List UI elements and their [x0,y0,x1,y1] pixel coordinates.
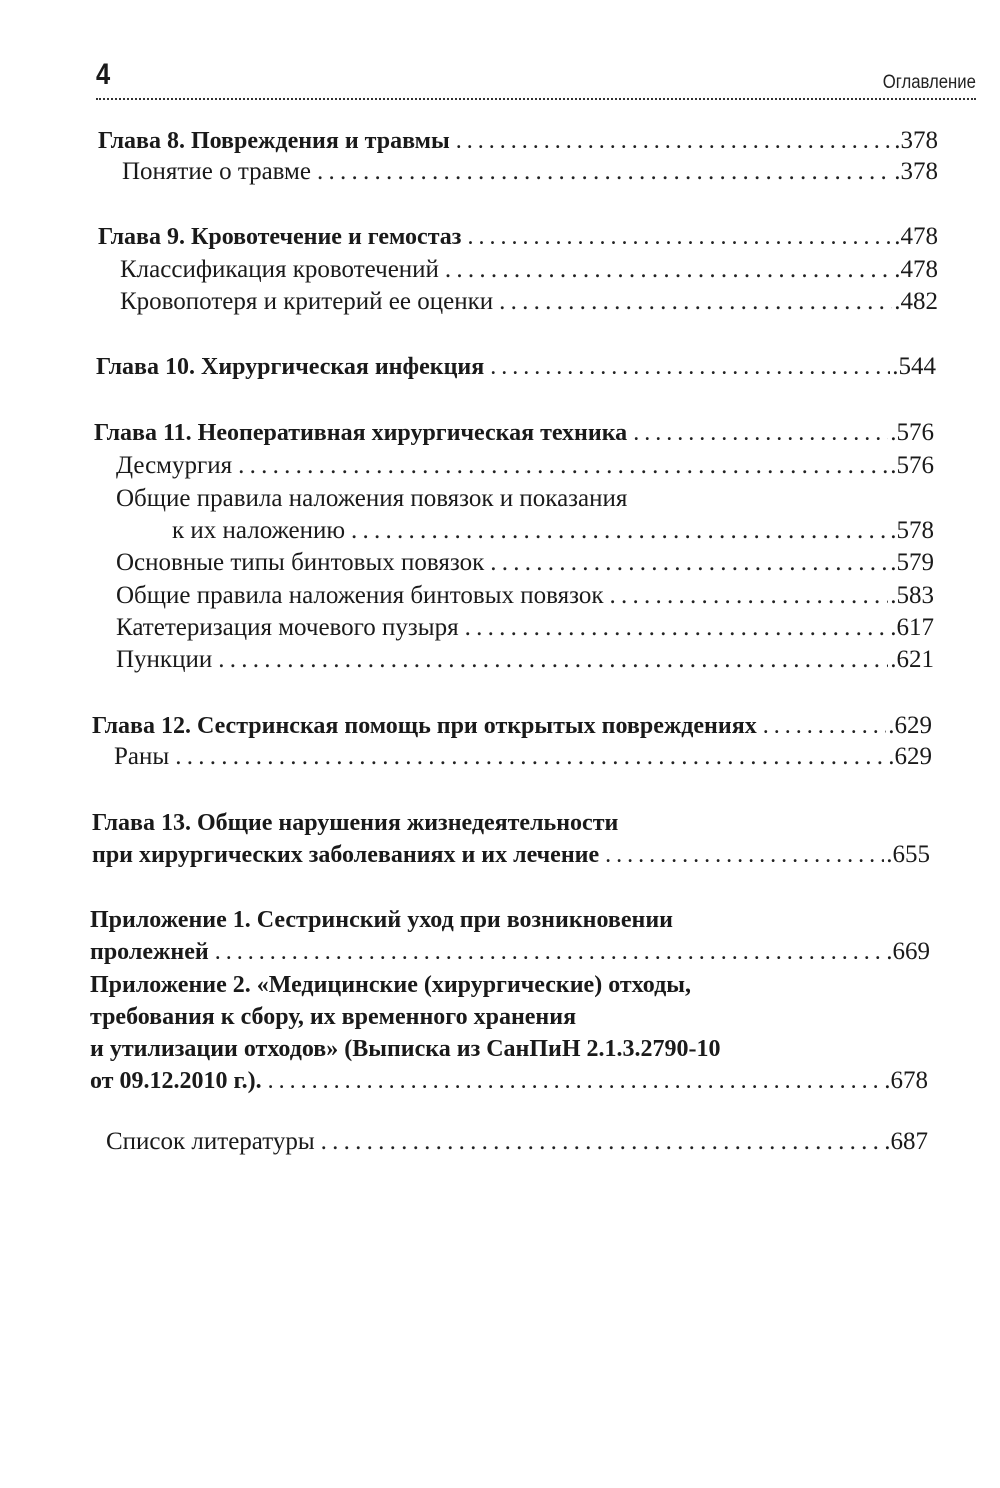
toc-entry-title: Приложение 2. «Медицинские (хирургические) отходы, [90,972,691,998]
leader-dots [490,548,888,578]
toc-entry-page: .583 [890,582,934,609]
toc-entry-title: от 09.12.2010 г.). [90,1068,262,1094]
section-title: Оглавление [882,72,976,93]
toc-entry-page: .378 [894,127,938,154]
toc-entry-bandage-types[interactable] [116,548,934,578]
toc-entry-chapter-12[interactable] [92,711,932,741]
toc-entry-bladder-catheterization[interactable] [116,613,934,643]
toc-entry-chapter-11[interactable] [94,418,934,448]
toc-entry-page: .629 [888,712,932,739]
leader-dots [238,451,888,481]
toc-entry-title: Общие правила наложения бинтовых повязок [116,582,604,609]
toc-entry-appendix-2-line4[interactable] [90,1066,928,1096]
toc-entry-title: Глава 8. Повреждения и травмы [98,128,450,154]
toc-entry-chapter-13-line1[interactable] [92,808,932,838]
toc-entry-title: пролежней [90,939,209,965]
toc-entry-title: Глава 11. Неоперативная хирургическая техника [94,420,628,446]
toc-entry-bandage-rules-line1[interactable] [116,484,934,514]
toc-entry-title: Понятие о травме [122,158,311,185]
toc-entry-appendix-2-line3[interactable] [90,1034,930,1064]
toc-entry-chapter-13-line2[interactable] [92,840,930,870]
leader-dots [633,418,888,448]
toc-entry-page: .482 [894,288,938,315]
toc-entry-appendix-2-line1[interactable] [90,970,930,1000]
toc-entry-page: .544 [892,353,936,380]
leader-dots [321,1127,883,1157]
leader-dots [467,222,892,252]
toc-entry-title: к их наложению [172,517,346,544]
toc-entry-page: .655 [886,841,930,868]
toc-entry-wounds[interactable] [114,742,932,772]
toc-entry-appendix-1-line1[interactable] [90,905,930,935]
toc-entry-title: Пункции [116,646,213,673]
toc-entry-bandage-application-rules[interactable] [116,581,934,611]
leader-dots [605,840,884,870]
toc-entry-title: Глава 12. Сестринская помощь при открытых повреждениях [92,713,757,739]
leader-dots [499,287,892,317]
toc-entry-title: Кровопотеря и критерий ее оценки [120,288,494,315]
leader-dots [175,742,886,772]
toc-entry-title: Глава 9. Кровотечение и гемостаз [98,224,462,250]
toc-entry-desmurgy[interactable] [116,451,934,481]
toc-entry-appendix-1-line2[interactable] [90,937,930,967]
toc-entry-page: .576 [890,419,934,446]
toc-entry-title: Классификация кровотечений [120,256,439,283]
toc-entry-page: .669 [886,938,930,965]
toc-entry-title: Десмургия [116,452,233,479]
toc-entry-page: .687 [884,1128,928,1155]
toc-entry-title: Раны [114,743,170,770]
toc-entry-page: .578 [890,517,934,544]
toc-entry-title: Список литературы [106,1128,315,1155]
leader-dots [317,157,892,187]
leader-dots [218,645,888,675]
leader-dots [763,711,887,741]
toc-entry-punctures[interactable] [116,645,934,675]
toc-entry-title: и утилизации отходов» (Выписка из СанПиН 2.1.3.2790-10 [90,1036,721,1062]
leader-dots [465,613,889,643]
toc-entry-page: .617 [890,614,934,641]
toc-entry-references[interactable] [106,1127,928,1157]
toc-entry-page: .378 [894,158,938,185]
leader-dots [490,352,890,382]
toc-entry-blood-loss[interactable] [120,287,938,317]
toc-entry-title: требования к сбору, их временного хранения [90,1004,577,1030]
toc-entry-chapter-8[interactable] [98,126,938,156]
leader-dots [456,126,893,156]
toc-entry-trauma-concept[interactable] [122,157,938,187]
toc-entry-chapter-9[interactable] [98,222,938,252]
toc-entry-title: при хирургических заболеваниях и их лечение [92,842,600,868]
toc-entry-title: Основные типы бинтовых повязок [116,549,485,576]
leader-dots [215,937,885,967]
toc-entry-chapter-10[interactable] [96,352,936,382]
leader-dots [351,516,888,546]
toc-entry-bleeding-classification[interactable] [120,255,938,285]
toc-entry-page: .579 [890,549,934,576]
toc-entry-page: .478 [894,256,938,283]
toc-entry-page: .629 [888,743,932,770]
toc-entry-appendix-2-line2[interactable] [90,1002,930,1032]
leader-dots [445,255,892,285]
toc-entry-page: .576 [890,452,934,479]
toc-entry-page: .621 [890,646,934,673]
toc-entry-page: .478 [894,223,938,250]
toc-entry-title: Глава 10. Хирургическая инфекция [96,354,485,380]
toc-entry-title: Катетеризация мочевого пузыря [116,614,459,641]
leader-dots [609,581,888,611]
toc-entry-title: Приложение 1. Сестринский уход при возникновении [90,907,673,933]
leader-dots [268,1066,883,1096]
toc-entry-page: .678 [884,1067,928,1094]
toc-entry-title: Общие правила наложения повязок и показания [116,485,628,512]
toc-entry-title: Глава 13. Общие нарушения жизнедеятельности [92,810,619,836]
toc-entry-bandage-rules-line2[interactable] [172,516,934,546]
page-number: 4 [96,58,111,91]
